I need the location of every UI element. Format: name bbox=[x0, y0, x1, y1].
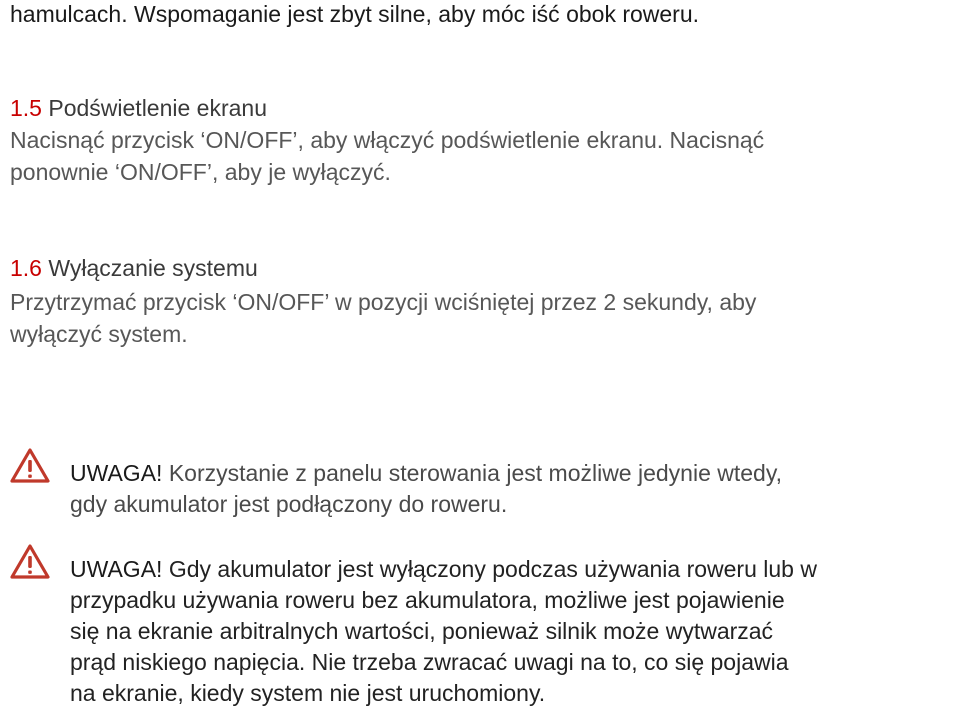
intro-text bbox=[10, 0, 699, 30]
warning-text: gdy akumulator jest podłączony do roweru. bbox=[70, 491, 508, 517]
section-title: Wyłączanie systemu bbox=[48, 255, 258, 281]
warning-triangle-icon bbox=[10, 544, 50, 580]
paragraph-text: ponownie ‘ON/OFF’, aby je wyłączyć. bbox=[10, 159, 391, 185]
warning-label: UWAGA! bbox=[70, 556, 163, 582]
warning-text: prąd niskiego napięcia. Nie trzeba zwracać uwagi na to, co się pojawia bbox=[70, 649, 789, 675]
warning-triangle-icon bbox=[10, 448, 50, 484]
warning-text: Korzystanie z panelu sterowania jest możliwe jedynie wtedy, bbox=[162, 460, 783, 486]
section-1-5-paragraph-line-1 bbox=[10, 124, 764, 156]
intro-line-1: hamulcach. Wspomaganie jest zbyt silne, aby móc iść obok roweru. bbox=[10, 1, 700, 27]
section-1-6-paragraph-line-1 bbox=[10, 286, 756, 318]
warning-1-line-2 bbox=[70, 489, 507, 520]
warning-label: UWAGA! bbox=[70, 460, 163, 486]
warning-2-line-5 bbox=[70, 678, 545, 709]
warning-text: się na ekranie arbitralnych wartości, ponieważ silnik może wytwarzać bbox=[70, 618, 774, 644]
section-title: Podświetlenie ekranu bbox=[48, 95, 268, 121]
section-number: 1.6 bbox=[10, 255, 42, 281]
paragraph-text: Przytrzymać przycisk ‘ON/OFF’ w pozycji wciśniętej przez 2 sekundy, aby bbox=[10, 289, 757, 315]
warning-text: na ekranie, kiedy system nie jest uruchomiony. bbox=[70, 680, 546, 706]
warning-text: przypadku używania roweru bez akumulatora, możliwe jest pojawienie bbox=[70, 587, 785, 613]
warning-2-line-4 bbox=[70, 647, 789, 678]
paragraph-text: wyłączyć system. bbox=[10, 321, 188, 347]
warning-2-line-1 bbox=[70, 554, 817, 585]
warning-2-line-3 bbox=[70, 616, 773, 647]
section-1-5-paragraph-line-2 bbox=[10, 156, 391, 188]
warning-2-line-2 bbox=[70, 585, 785, 616]
section-1-6-heading bbox=[10, 252, 258, 284]
warning-1-line-1 bbox=[70, 458, 782, 489]
section-1-6-paragraph-line-2 bbox=[10, 318, 188, 350]
paragraph-text: Nacisnąć przycisk ‘ON/OFF’, aby włączyć podświetlenie ekranu. Nacisnąć bbox=[10, 127, 765, 153]
section-number: 1.5 bbox=[10, 95, 42, 121]
warning-text: Gdy akumulator jest wyłączony podczas używania roweru lub w bbox=[162, 556, 817, 582]
section-1-5-heading bbox=[10, 92, 267, 124]
